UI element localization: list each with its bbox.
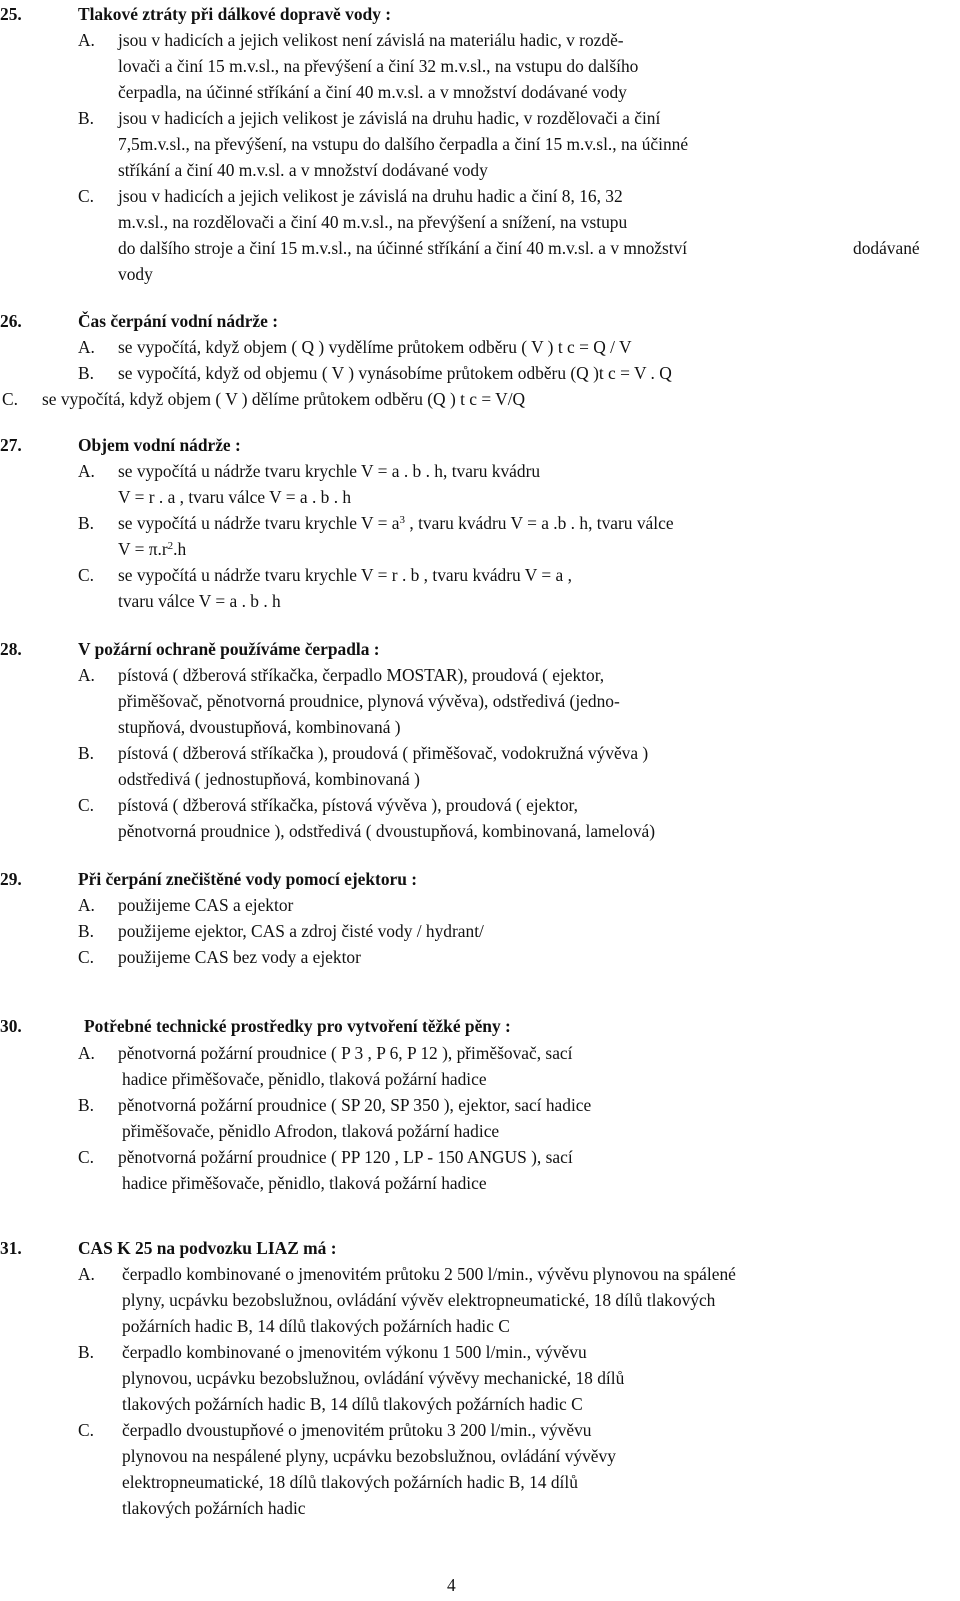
option-line: použijeme CAS bez vody a ejektor — [118, 947, 361, 967]
option-line: $V = \pi.r^2.h$ — [118, 539, 187, 559]
option-letter-b: B. — [78, 743, 94, 763]
option-line: hadice přiměšovače, pěnidlo, tlaková požární hadice — [122, 1173, 487, 1193]
question-title: Objem vodní nádrže : — [78, 435, 241, 455]
option-line: pěnotvorná proudnice ), odstředivá ( dvoustupňová, kombinovaná, lamelová) — [118, 821, 656, 841]
option-letter-a: A. — [78, 1264, 95, 1284]
option-line-tail: dodávané — [853, 238, 920, 258]
option-line: se vypočítá u nádrže tvaru krychle V = r . b , tvaru kvádru V = a , — [118, 565, 572, 585]
option-line: m.v.sl., na rozdělovači a činí 40 m.v.sl., na převýšení a snížení, na vstupu — [118, 212, 628, 232]
option-line: 7,5m.v.sl., na převýšení, na vstupu do dalšího čerpadla a činí 15 m.v.sl., na účinné — [118, 134, 689, 154]
question-title: Tlakové ztráty při dálkové dopravě vody : — [78, 4, 392, 24]
question-title: Při čerpání znečištěné vody pomocí ejektoru : — [78, 869, 418, 889]
option-line: jsou v hadicích a jejich velikost není závislá na materiálu hadic, v rozdě- — [118, 30, 624, 50]
question-number: 31. — [0, 1238, 22, 1258]
option-line: jsou v hadicích a jejich velikost je závislá na druhu hadic, v rozdělovači a činí — [118, 108, 661, 128]
option-letter-c: C. — [78, 795, 94, 815]
option-line: odstředivá ( jednostupňová, kombinovaná ) — [118, 769, 420, 789]
option-letter-a: A. — [78, 1043, 95, 1063]
option-letter-c: C. — [78, 1420, 94, 1440]
option-line: stupňová, dvoustupňová, kombinovaná ) — [118, 717, 401, 737]
option-line: elektropneumatické, 18 dílů tlakových požárních hadic B, 14 dílů — [122, 1472, 578, 1492]
question-number: 28. — [0, 639, 22, 659]
question-title: Čas čerpání vodní nádrže : — [78, 311, 278, 331]
option-line: se vypočítá, když objem ( V ) dělíme průtokem odběru (Q ) t c = V/Q — [42, 389, 526, 409]
option-letter-b: B. — [78, 1342, 94, 1362]
option-line: pěnotvorná požární proudnice ( PP 120 , LP - 150 ANGUS ), sací — [118, 1147, 573, 1167]
option-line: použijeme CAS a ejektor — [118, 895, 294, 915]
option-line: tlakových požárních hadic — [122, 1498, 306, 1518]
question-number: 29. — [0, 869, 22, 889]
option-letter-b: B. — [78, 513, 94, 533]
option-line: přiměšovače, pěnidlo Afrodon, tlaková požární hadice — [122, 1121, 500, 1141]
option-letter-b: B. — [78, 363, 94, 383]
option-line: lovači a činí 15 m.v.sl., na převýšení a činí 32 m.v.sl., na vstupu do dalšího — [118, 56, 639, 76]
option-line: tvaru válce V = a . b . h — [118, 591, 281, 611]
option-line: hadice přiměšovače, pěnidlo, tlaková požární hadice — [122, 1069, 487, 1089]
question-number: 26. — [0, 311, 22, 331]
option-line: požárních hadic B, 14 dílů tlakových požárních hadic C — [122, 1316, 510, 1336]
page-number: 4 — [447, 1575, 456, 1595]
option-line: čerpadlo kombinované o jmenovitém průtoku 2 500 l/min., vývěvu plynovou na spálené — [122, 1264, 736, 1284]
question-number: 25. — [0, 4, 22, 24]
option-line: přiměšovač, pěnotvorná proudnice, plynová vývěva), odstředivá (jedno- — [118, 691, 620, 711]
question-title: V požární ochraně používáme čerpadla : — [78, 639, 380, 659]
option-letter-a: A. — [78, 665, 95, 685]
option-letter-a: A. — [78, 337, 95, 357]
option-line: tlakových požárních hadic B, 14 dílů tlakových požárních hadic C — [122, 1394, 583, 1414]
option-letter-c: C. — [78, 1147, 94, 1167]
option-line: pěnotvorná požární proudnice ( P 3 , P 6, P 12 ), přiměšovač, sací — [118, 1043, 573, 1063]
option-line: použijeme ejektor, CAS a zdroj čisté vody / hydrant/ — [118, 921, 484, 941]
superscript: 3 — [399, 514, 406, 526]
option-letter-c: C. — [78, 186, 94, 206]
option-line: plyny, ucpávku bezobslužnou, ovládání vývěv elektropneumatické, 18 dílů tlakových — [122, 1290, 716, 1310]
option-line: se vypočítá, když od objemu ( V ) vynásobíme průtokem odběru (Q )t c = V . Q — [118, 363, 672, 383]
option-letter-c: C. — [2, 389, 18, 409]
option-line: pístová ( džberová stříkačka, čerpadlo MOSTAR), proudová ( ejektor, — [118, 665, 605, 685]
question-title: CAS K 25 na podvozku LIAZ má : — [78, 1238, 337, 1258]
option-line: pěnotvorná požární proudnice ( SP 20, SP 350 ), ejektor, sací hadice — [118, 1095, 592, 1115]
option-line: do dalšího stroje a činí 15 m.v.sl., na účinné stříkání a činí 40 m.v.sl. a v množství — [118, 238, 688, 258]
option-line: pístová ( džberová stříkačka, pístová vývěva ), proudová ( ejektor, — [118, 795, 579, 815]
option-line: čerpadlo kombinované o jmenovitém výkonu 1 500 l/min., vývěvu — [122, 1342, 587, 1362]
option-letter-a: A. — [78, 30, 95, 50]
option-line: se vypočítá, když objem ( Q ) vydělíme průtokem odběru ( V ) t c = Q / V — [118, 337, 632, 357]
option-line: plynovou na nespálené plyny, ucpávku bezobslužnou, ovládání vývěvy — [122, 1446, 616, 1466]
option-line: se vypočítá u nádrže tvaru krychle V = a . b . h, tvaru kvádru — [118, 461, 541, 481]
question-number: 27. — [0, 435, 22, 455]
option-letter-a: A. — [78, 895, 95, 915]
option-line: plynovou, ucpávku bezobslužnou, ovládání vývěvy mechanické, 18 dílů — [122, 1368, 625, 1388]
option-line: pístová ( džberová stříkačka ), proudová ( přiměšovač, vodokružná vývěva ) — [118, 743, 649, 763]
option-line: V = r . a , tvaru válce V = a . b . h — [118, 487, 352, 507]
option-line: čerpadla, na účinné stříkání a činí 40 m.v.sl. a v množství dodávané vody — [118, 82, 627, 102]
option-line: jsou v hadicích a jejich velikost je závislá na druhu hadic a činí 8, 16, 32 — [118, 186, 623, 206]
option-letter-c: C. — [78, 947, 94, 967]
option-letter-b: B. — [78, 108, 94, 128]
option-letter-c: C. — [78, 565, 94, 585]
question-number: 30. — [0, 1016, 22, 1036]
option-line: čerpadlo dvoustupňové o jmenovitém průtoku 3 200 l/min., vývěvu — [122, 1420, 592, 1440]
option-line: stříkání a činí 40 m.v.sl. a v množství dodávané vody — [118, 160, 488, 180]
option-letter-a: A. — [78, 461, 95, 481]
option-line: se vypočítá u nádrže tvaru krychle $V = a^3$ , tvaru kvádru V = a .b . h, tvaru válce — [118, 513, 674, 533]
option-letter-b: B. — [78, 1095, 94, 1115]
option-letter-b: B. — [78, 921, 94, 941]
option-line: vody — [118, 264, 153, 284]
question-title: Potřebné technické prostředky pro vytvoření těžké pěny : — [84, 1016, 511, 1036]
superscript: 2 — [167, 540, 174, 552]
